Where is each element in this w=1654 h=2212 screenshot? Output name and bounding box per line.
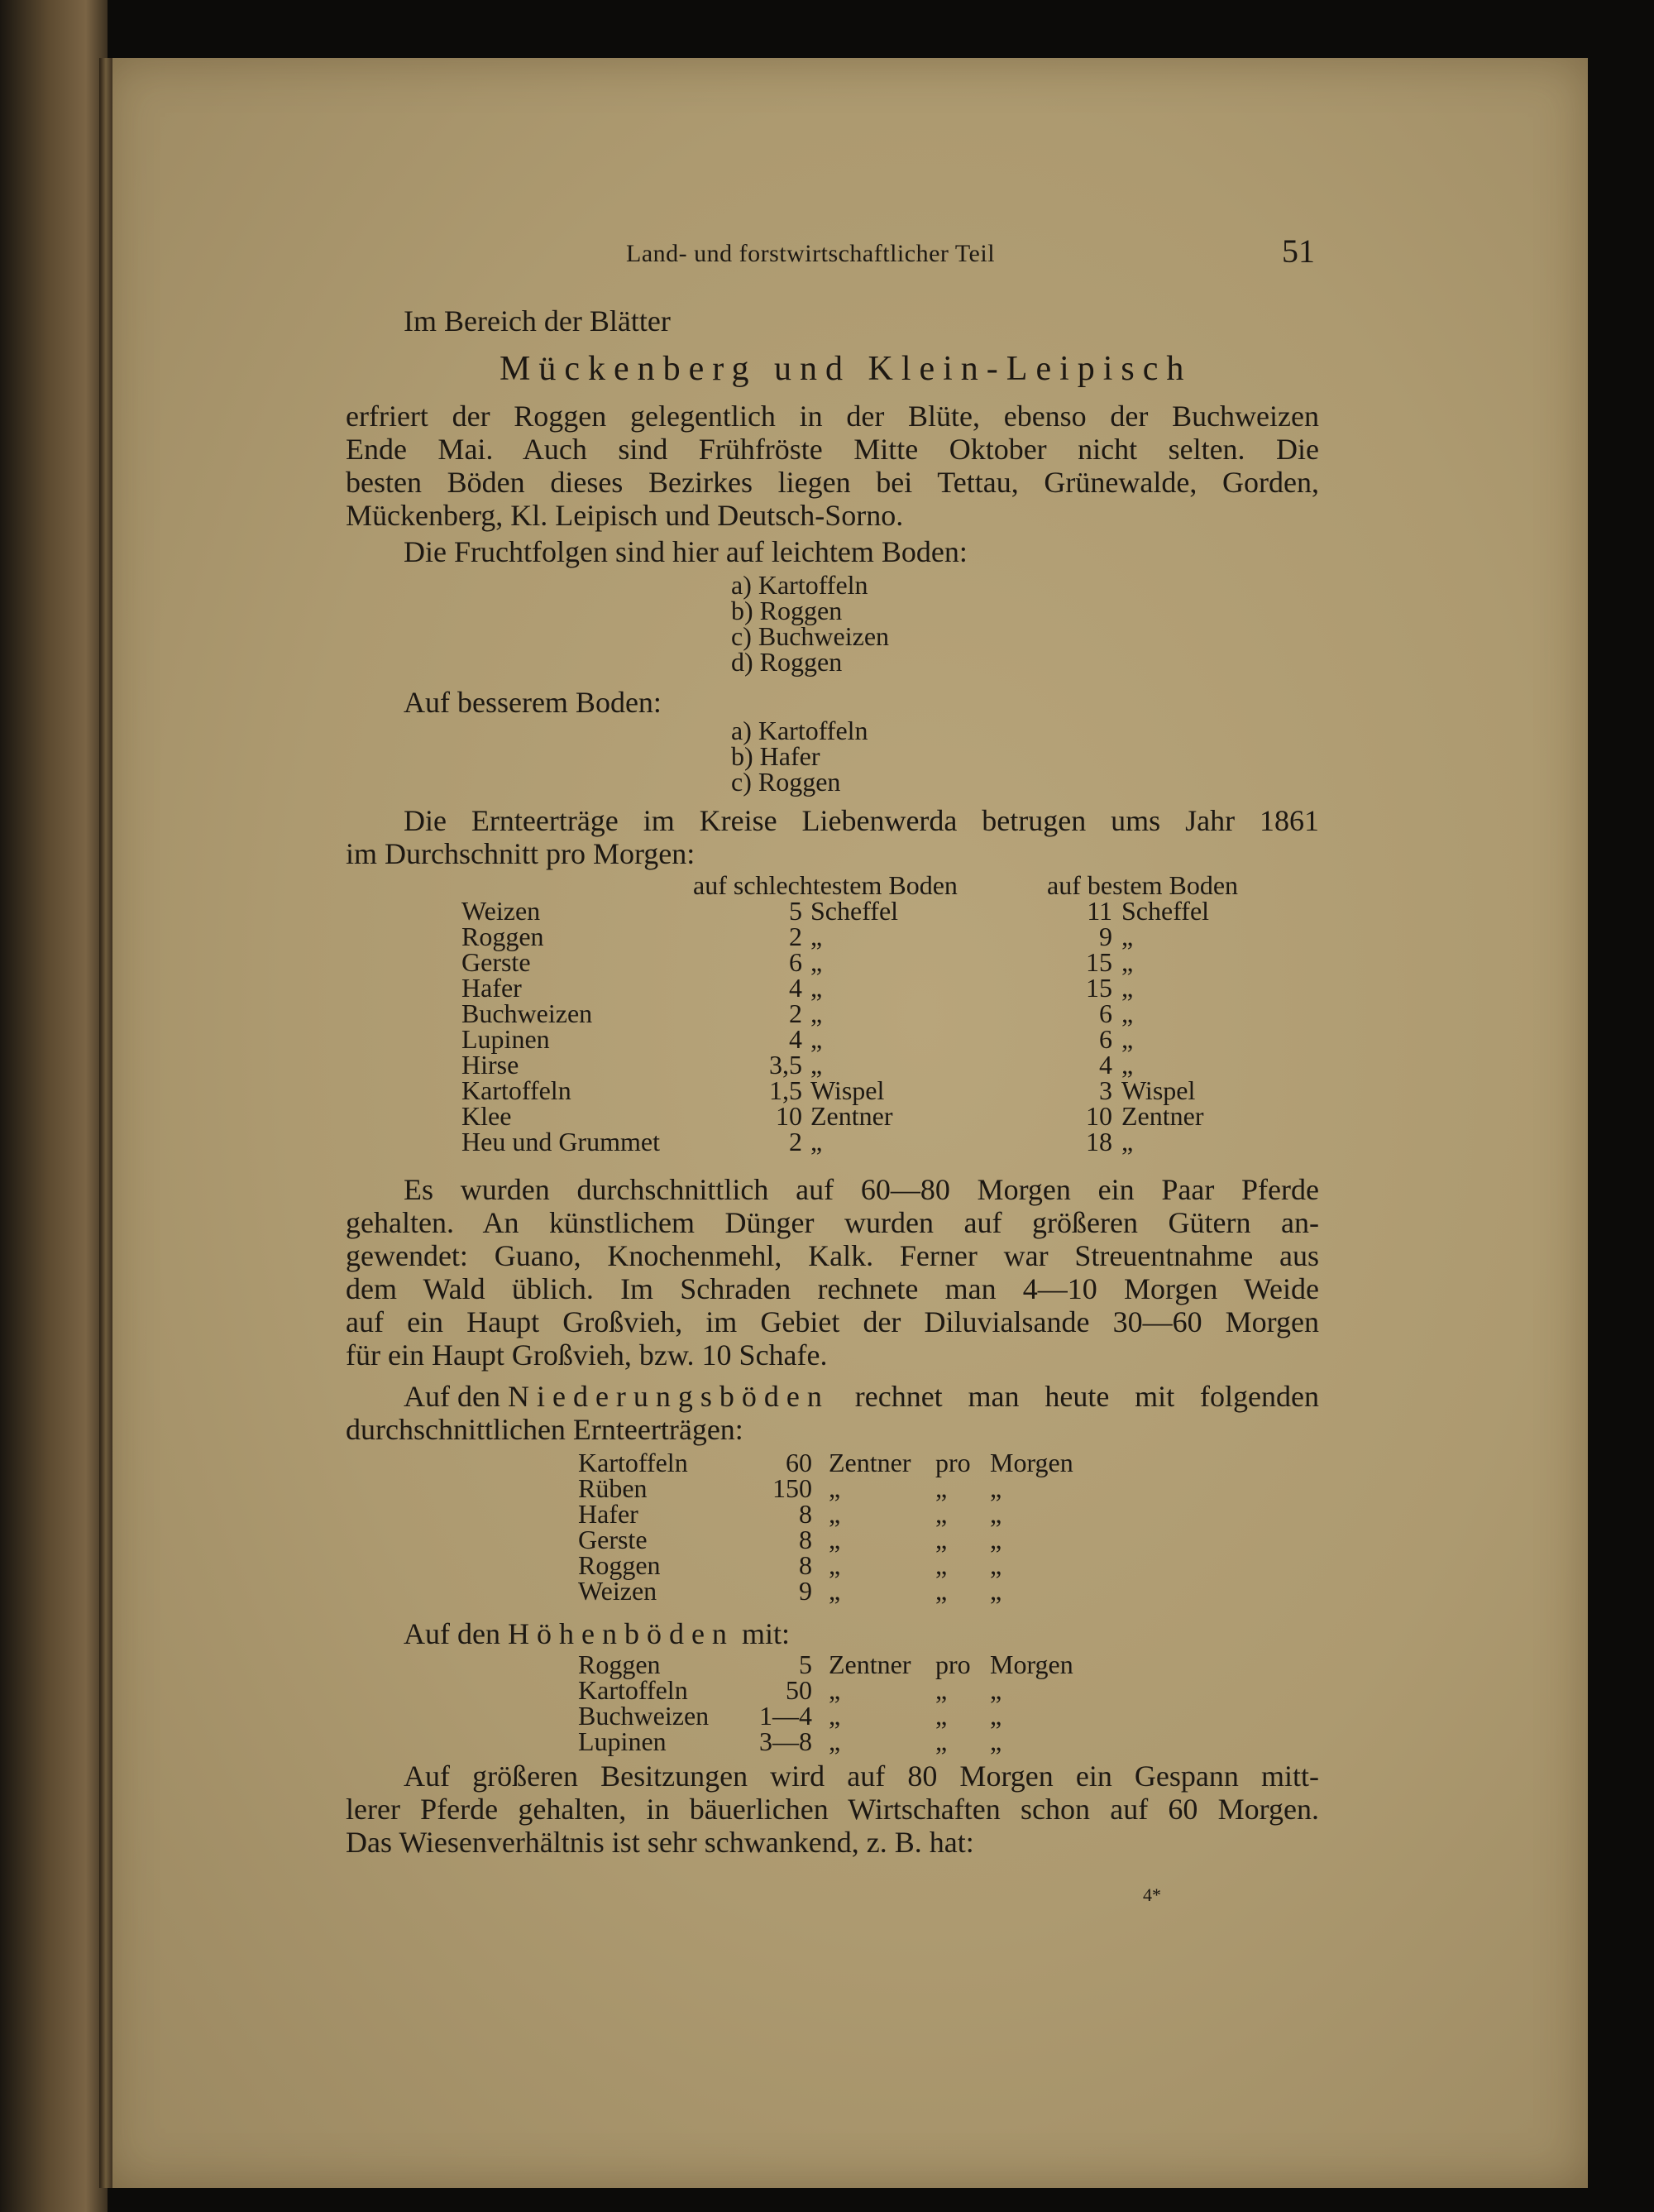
table-row xyxy=(0,1726,1654,1756)
upland-yield-table xyxy=(0,1649,1654,1756)
unit-pro: pro xyxy=(935,1649,971,1679)
crop-name: Roggen xyxy=(461,922,544,951)
paragraph-line: Ende Mai. Auch sind Frühfröste Mitte Oktober nicht selten. Die xyxy=(346,433,1319,466)
lowland-intro-line xyxy=(404,1380,1319,1413)
table-row xyxy=(0,1578,1654,1604)
paragraph-line: gehalten. An künstlichem Dünger wurden auf größeren Gütern an- xyxy=(346,1206,1319,1239)
worst-unit: „ xyxy=(810,1050,823,1080)
crop-name: Buchweizen xyxy=(578,1701,710,1731)
best-unit: „ xyxy=(1121,998,1134,1028)
unit-morgen: Morgen xyxy=(990,1649,1073,1679)
crop-name: Heu und Grummet xyxy=(461,1127,660,1156)
worst-value: 2 xyxy=(789,998,802,1028)
unit-morgen: „ xyxy=(990,1499,1002,1529)
worst-unit: „ xyxy=(810,922,823,951)
worst-value: 5 xyxy=(789,896,802,926)
paragraph-line: erfriert der Roggen gelegentlich in der Blüte, ebenso der Buchweizen xyxy=(346,400,1319,433)
unit-morgen: „ xyxy=(990,1576,1002,1606)
crop-name: Hirse xyxy=(461,1050,519,1080)
worst-unit: „ xyxy=(810,1127,823,1156)
best-value: 15 xyxy=(1086,947,1112,977)
paragraph-line: besten Böden dieses Bezirkes liegen bei Tettau, Grünewalde, Gorden, xyxy=(346,466,1319,499)
paragraph-line: auf ein Haupt Großvieh, im Gebiet der Diluvialsande 30—60 Morgen xyxy=(346,1305,1319,1338)
crop-name: Kartoffeln xyxy=(578,1448,688,1477)
best-value: 4 xyxy=(1099,1050,1112,1080)
best-value: 6 xyxy=(1099,998,1112,1028)
paragraph-line: Es wurden durchschnittlich auf 60—80 Morgen ein Paar Pferde xyxy=(404,1173,1319,1206)
table-row xyxy=(0,1129,1654,1155)
lowland-yield-table xyxy=(0,1450,1654,1604)
table-row xyxy=(0,1075,1654,1105)
worst-unit: „ xyxy=(810,1024,823,1054)
unit-pro: „ xyxy=(935,1499,948,1529)
best-unit: Scheffel xyxy=(1121,896,1210,926)
table-row xyxy=(0,1527,1654,1553)
table-row xyxy=(0,1675,1654,1705)
page-number: 51 xyxy=(1282,232,1315,270)
table-row xyxy=(0,1703,1654,1729)
worst-unit: „ xyxy=(810,998,823,1028)
yield-value: 150 xyxy=(772,1473,812,1503)
worst-value: 10 xyxy=(776,1101,802,1131)
rotation-light-intro: Die Fruchtfolgen sind hier auf leichtem Boden: xyxy=(404,535,968,568)
crop-name: Buchweizen xyxy=(461,998,593,1028)
paragraph-line: Mückenberg, Kl. Leipisch und Deutsch-Sorno. xyxy=(346,499,904,532)
worst-value: 1,5 xyxy=(769,1075,802,1105)
best-unit: „ xyxy=(1121,1050,1134,1080)
unit-pro: „ xyxy=(935,1675,948,1705)
unit-zentner: „ xyxy=(829,1525,841,1554)
upland-intro-line xyxy=(404,1617,790,1650)
unit-morgen: „ xyxy=(990,1473,1002,1503)
yield-intro-line: im Durchschnitt pro Morgen: xyxy=(346,837,696,870)
table-row xyxy=(0,1101,1654,1131)
yield-value: 9 xyxy=(799,1576,812,1606)
lowland-intro-post: rechnet man heute mit folgenden xyxy=(829,1380,1319,1413)
paragraph-line: lerer Pferde gehalten, in bäuerlichen Wirtschaften schon auf 60 Morgen. xyxy=(346,1793,1319,1826)
unit-pro: „ xyxy=(935,1576,948,1606)
crop-name: Gerste xyxy=(461,947,531,977)
worst-value: 4 xyxy=(789,973,802,1003)
crop-name: Weizen xyxy=(461,896,541,926)
list-item: d) Roggen xyxy=(731,647,843,677)
crop-name: Lupinen xyxy=(578,1726,667,1756)
yield-value: 60 xyxy=(786,1448,812,1477)
table-row xyxy=(0,947,1654,977)
worst-value: 4 xyxy=(789,1024,802,1054)
table-row xyxy=(0,1450,1654,1476)
table-row xyxy=(0,1649,1654,1679)
paragraph-line: Auf größeren Besitzungen wird auf 80 Morgen ein Gespann mitt- xyxy=(404,1760,1319,1793)
best-value: 10 xyxy=(1086,1101,1112,1131)
yield-value: 8 xyxy=(799,1525,812,1554)
crop-name: Kartoffeln xyxy=(578,1675,688,1705)
crop-name: Weizen xyxy=(578,1576,657,1606)
section-heading: Mückenberg und Klein-Leipisch xyxy=(500,350,1193,388)
unit-morgen: „ xyxy=(990,1675,1002,1705)
table-row xyxy=(0,1052,1654,1078)
unit-pro: „ xyxy=(935,1473,948,1503)
best-unit: Zentner xyxy=(1121,1101,1204,1131)
table-row xyxy=(0,1550,1654,1580)
paragraph-line: Das Wiesenverhältnis ist sehr schwankend, z. B. hat: xyxy=(346,1826,974,1859)
unit-zentner: Zentner xyxy=(829,1649,911,1679)
yield-value: 50 xyxy=(786,1675,812,1705)
rotation-better-intro: Auf besserem Boden: xyxy=(404,686,662,719)
best-value: 15 xyxy=(1086,973,1112,1003)
worst-unit: „ xyxy=(810,947,823,977)
list-item: c) Roggen xyxy=(731,767,841,797)
yield-value: 8 xyxy=(799,1550,812,1580)
worst-value: 2 xyxy=(789,922,802,951)
table-row xyxy=(0,998,1654,1028)
yield-value: 8 xyxy=(799,1499,812,1529)
yield-value: 3—8 xyxy=(759,1726,812,1756)
crop-name: Kartoffeln xyxy=(461,1075,571,1105)
table-row xyxy=(0,898,1654,924)
table-row xyxy=(0,924,1654,950)
table-row xyxy=(0,1501,1654,1527)
unit-zentner: „ xyxy=(829,1499,841,1529)
unit-zentner: „ xyxy=(829,1550,841,1580)
unit-pro: „ xyxy=(935,1525,948,1554)
paragraph-line: für ein Haupt Großvieh, bzw. 10 Schafe. xyxy=(346,1338,828,1372)
unit-zentner: Zentner xyxy=(829,1448,911,1477)
best-value: 3 xyxy=(1099,1075,1112,1105)
worst-unit: Scheffel xyxy=(810,896,899,926)
unit-pro: pro xyxy=(935,1448,971,1477)
list-item: c) Buchweizen xyxy=(731,621,890,651)
worst-value: 6 xyxy=(789,947,802,977)
best-value: 6 xyxy=(1099,1024,1112,1054)
crop-name: Rüben xyxy=(578,1473,648,1503)
unit-pro: „ xyxy=(935,1550,948,1580)
crop-name: Hafer xyxy=(578,1499,638,1529)
table-row xyxy=(0,1024,1654,1054)
best-unit: „ xyxy=(1121,1127,1134,1156)
table-row xyxy=(0,975,1654,1001)
unit-zentner: „ xyxy=(829,1701,841,1731)
intro-line: Im Bereich der Blätter xyxy=(404,304,671,338)
crop-name: Gerste xyxy=(578,1525,648,1554)
crop-name: Roggen xyxy=(578,1550,661,1580)
best-value: 18 xyxy=(1086,1127,1112,1156)
worst-unit: Wispel xyxy=(810,1075,885,1105)
upland-term: Höhenböden xyxy=(507,1617,734,1650)
best-unit: „ xyxy=(1121,1024,1134,1054)
list-item: b) Hafer xyxy=(731,741,820,771)
unit-morgen: Morgen xyxy=(990,1448,1073,1477)
running-header: Land- und forstwirtschaftlicher Teil xyxy=(626,240,996,267)
crop-name: Roggen xyxy=(578,1649,661,1679)
best-unit: „ xyxy=(1121,922,1134,951)
signature-mark: 4* xyxy=(1143,1884,1161,1905)
paragraph-line: gewendet: Guano, Knochenmehl, Kalk. Ferner war Streuentnahme aus xyxy=(346,1239,1319,1272)
column-header-best: auf bestem Boden xyxy=(1047,870,1239,900)
unit-zentner: „ xyxy=(829,1576,841,1606)
unit-morgen: „ xyxy=(990,1726,1002,1756)
unit-pro: „ xyxy=(935,1701,948,1731)
lowland-intro-line-2: durchschnittlichen Ernteerträgen: xyxy=(346,1413,743,1446)
paragraph-line: dem Wald üblich. Im Schraden rechnete man 4—10 Morgen Weide xyxy=(346,1272,1319,1305)
unit-zentner: „ xyxy=(829,1473,841,1503)
yield-table-1861 xyxy=(0,870,1654,1156)
best-value: 11 xyxy=(1087,896,1112,926)
worst-unit: Zentner xyxy=(810,1101,893,1131)
list-item: b) Roggen xyxy=(731,596,843,625)
worst-value: 3,5 xyxy=(769,1050,802,1080)
best-unit: „ xyxy=(1121,947,1134,977)
crop-name: Klee xyxy=(461,1101,512,1131)
unit-zentner: „ xyxy=(829,1726,841,1756)
unit-zentner: „ xyxy=(829,1675,841,1705)
upland-intro-pre: Auf den xyxy=(404,1617,508,1650)
upland-intro-post: mit: xyxy=(734,1617,790,1650)
yield-value: 1—4 xyxy=(759,1701,812,1731)
best-value: 9 xyxy=(1099,922,1112,951)
unit-morgen: „ xyxy=(990,1550,1002,1580)
best-unit: „ xyxy=(1121,973,1134,1003)
list-item: a) Kartoffeln xyxy=(731,570,868,600)
lowland-term: Niederungsböden xyxy=(507,1380,829,1413)
table-header-row xyxy=(0,870,1654,900)
list-item: a) Kartoffeln xyxy=(731,716,868,745)
unit-pro: „ xyxy=(935,1726,948,1756)
table-row xyxy=(0,1473,1654,1503)
yield-intro-line: Die Ernteerträge im Kreise Liebenwerda betrugen ums Jahr 1861 xyxy=(404,804,1319,837)
yield-value: 5 xyxy=(799,1649,812,1679)
yield-table-body xyxy=(0,898,1654,1155)
unit-morgen: „ xyxy=(990,1525,1002,1554)
crop-name: Lupinen xyxy=(461,1024,550,1054)
worst-unit: „ xyxy=(810,973,823,1003)
column-header-worst: auf schlechtestem Boden xyxy=(693,870,958,900)
worst-value: 2 xyxy=(789,1127,802,1156)
lowland-intro-pre: Auf den xyxy=(404,1380,508,1413)
unit-morgen: „ xyxy=(990,1701,1002,1731)
best-unit: Wispel xyxy=(1121,1075,1196,1105)
crop-name: Hafer xyxy=(461,973,522,1003)
